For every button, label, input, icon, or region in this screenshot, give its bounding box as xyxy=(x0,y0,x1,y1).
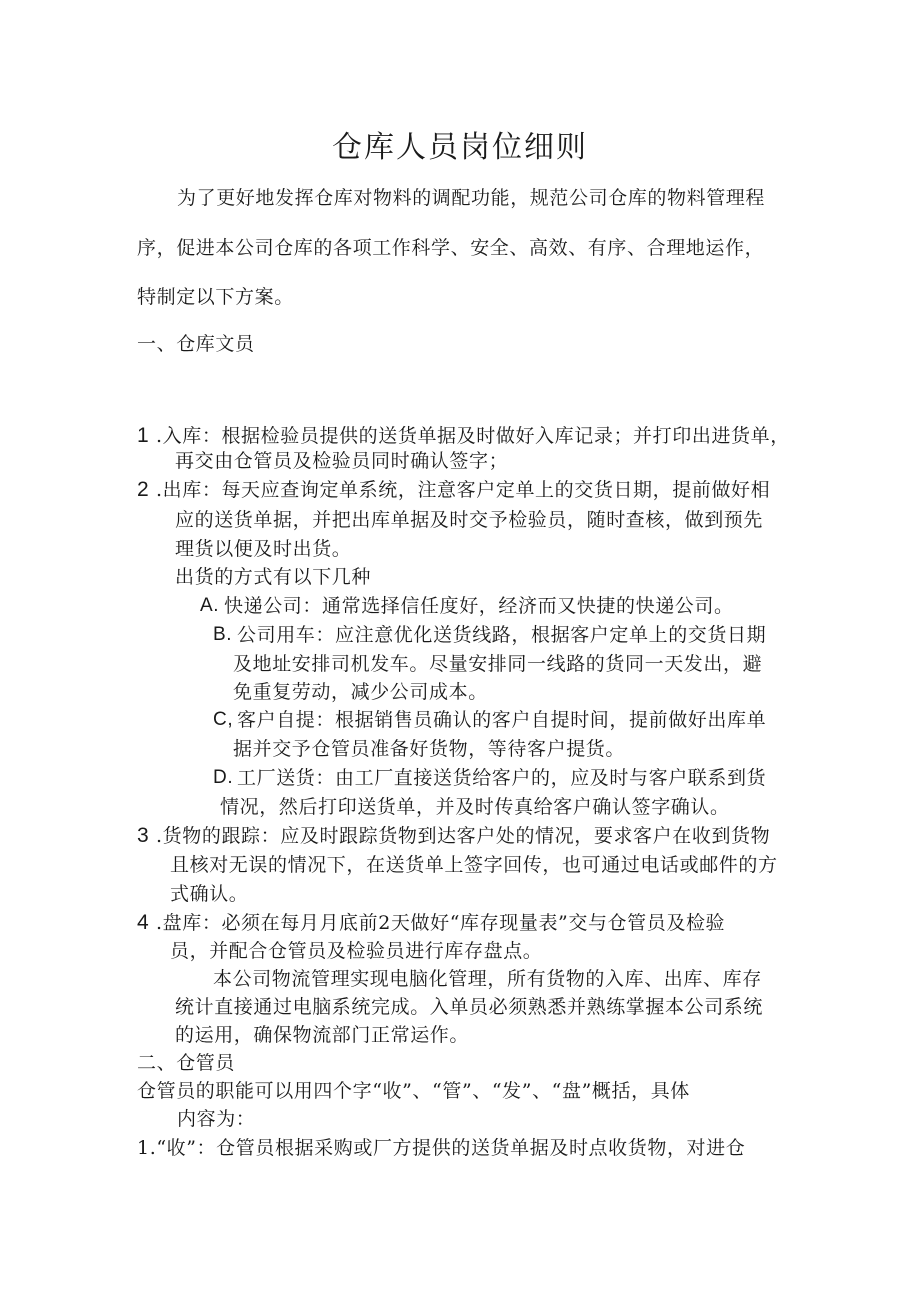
method-c-line-1: 客户自提：根据销售员确认的客户自提时间，提前做好出库单 xyxy=(237,709,767,731)
method-c-letter: C, xyxy=(213,709,234,730)
item-3-line-1: .货物的跟踪：应及时跟踪货物到达客户处的情况，要求客户在收到货物 xyxy=(156,825,771,847)
item-2-line-1: .出库：每天应查询定单系统，注意客户定单上的交货日期，提前做好相 xyxy=(156,479,771,501)
item-3-line-3: 式确认。 xyxy=(170,883,249,905)
method-a-letter: A. xyxy=(200,595,220,616)
section-1-heading: 一、仓库文员 xyxy=(137,333,255,355)
item-1-number: 1 xyxy=(137,424,149,447)
item-4-number: 4 xyxy=(137,911,149,934)
method-c-line-2: 据并交予仓管员准备好货物，等待客户提货。 xyxy=(233,738,626,760)
item-2-number: 2 xyxy=(137,478,149,501)
section-2-item-1: 1.“收”：仓管员根据采购或厂方提供的送货单据及时点收货物，对进仓 xyxy=(137,1137,746,1159)
intro-line-3: 特制定以下方案。 xyxy=(137,286,294,308)
method-a-line-1: 快递公司：通常选择信任度好，经济而又快捷的快递公司。 xyxy=(224,595,734,617)
method-b-line-2: 及地址安排司机发车。尽量安排同一线路的货同一天发出，避 xyxy=(233,653,763,675)
delivery-methods-intro: 出货的方式有以下几种 xyxy=(175,566,372,588)
method-b-line-3: 免重复劳动，减少公司成本。 xyxy=(233,681,488,703)
item-3-line-2: 且核对无误的情况下，在送货单上签字回传，也可通过电话或邮件的方 xyxy=(170,854,778,876)
section-2-intro-line-1: 仓管员的职能可以用四个字“收”、“管”、“发”、“盘”概括，具体 xyxy=(137,1080,690,1102)
item-3-number: 3 xyxy=(137,824,149,847)
method-b-letter: B. xyxy=(213,624,233,645)
item-2-line-3: 理货以便及时出货。 xyxy=(175,538,352,560)
item-4-line-1: .盘库：必须在每月月底前2天做好“库存现量表”交与仓管员及检验 xyxy=(156,912,726,934)
closing-line-2: 统计直接通过电脑系统完成。入单员必须熟悉并熟练掌握本公司系统 xyxy=(175,996,764,1018)
item-4-line-2: 员，并配合仓管员及检验员进行库存盘点。 xyxy=(170,940,543,962)
item-1-line-1: .入库：根据检验员提供的送货单据及时做好入库记录；并打印出进货单， xyxy=(156,425,790,447)
method-d-letter: D. xyxy=(213,767,234,788)
section-2-intro-line-2: 内容为： xyxy=(177,1108,256,1130)
closing-line-3: 的运用，确保物流部门正常运作。 xyxy=(175,1024,470,1046)
closing-line-1: 本公司物流管理实现电脑化管理，所有货物的入库、出库、库存 xyxy=(213,968,762,990)
section-2-heading: 二、仓管员 xyxy=(137,1052,236,1074)
item-2-line-2: 应的送货单据，并把出库单据及时交予检验员，随时查核，做到预先 xyxy=(175,509,764,531)
method-b-line-1: 公司用车：应注意优化送货线路，根据客户定单上的交货日期 xyxy=(237,624,767,646)
item-1-line-2: 再交由仓管员及检验员同时确认签字； xyxy=(175,450,509,472)
page-title: 仓库人员岗位细则 xyxy=(332,130,588,165)
intro-line-2: 序，促进本公司仓库的各项工作科学、安全、高效、有序、合理地运作， xyxy=(137,237,765,259)
method-d-line-2: 情况，然后打印送货单，并及时传真给客户确认签字确认。 xyxy=(220,796,730,818)
intro-line-1: 为了更好地发挥仓库对物料的调配功能，规范公司仓库的物料管理程 xyxy=(177,187,766,209)
method-d-line-1: 工厂送货：由工厂直接送货给客户的，应及时与客户联系到货 xyxy=(237,767,767,789)
